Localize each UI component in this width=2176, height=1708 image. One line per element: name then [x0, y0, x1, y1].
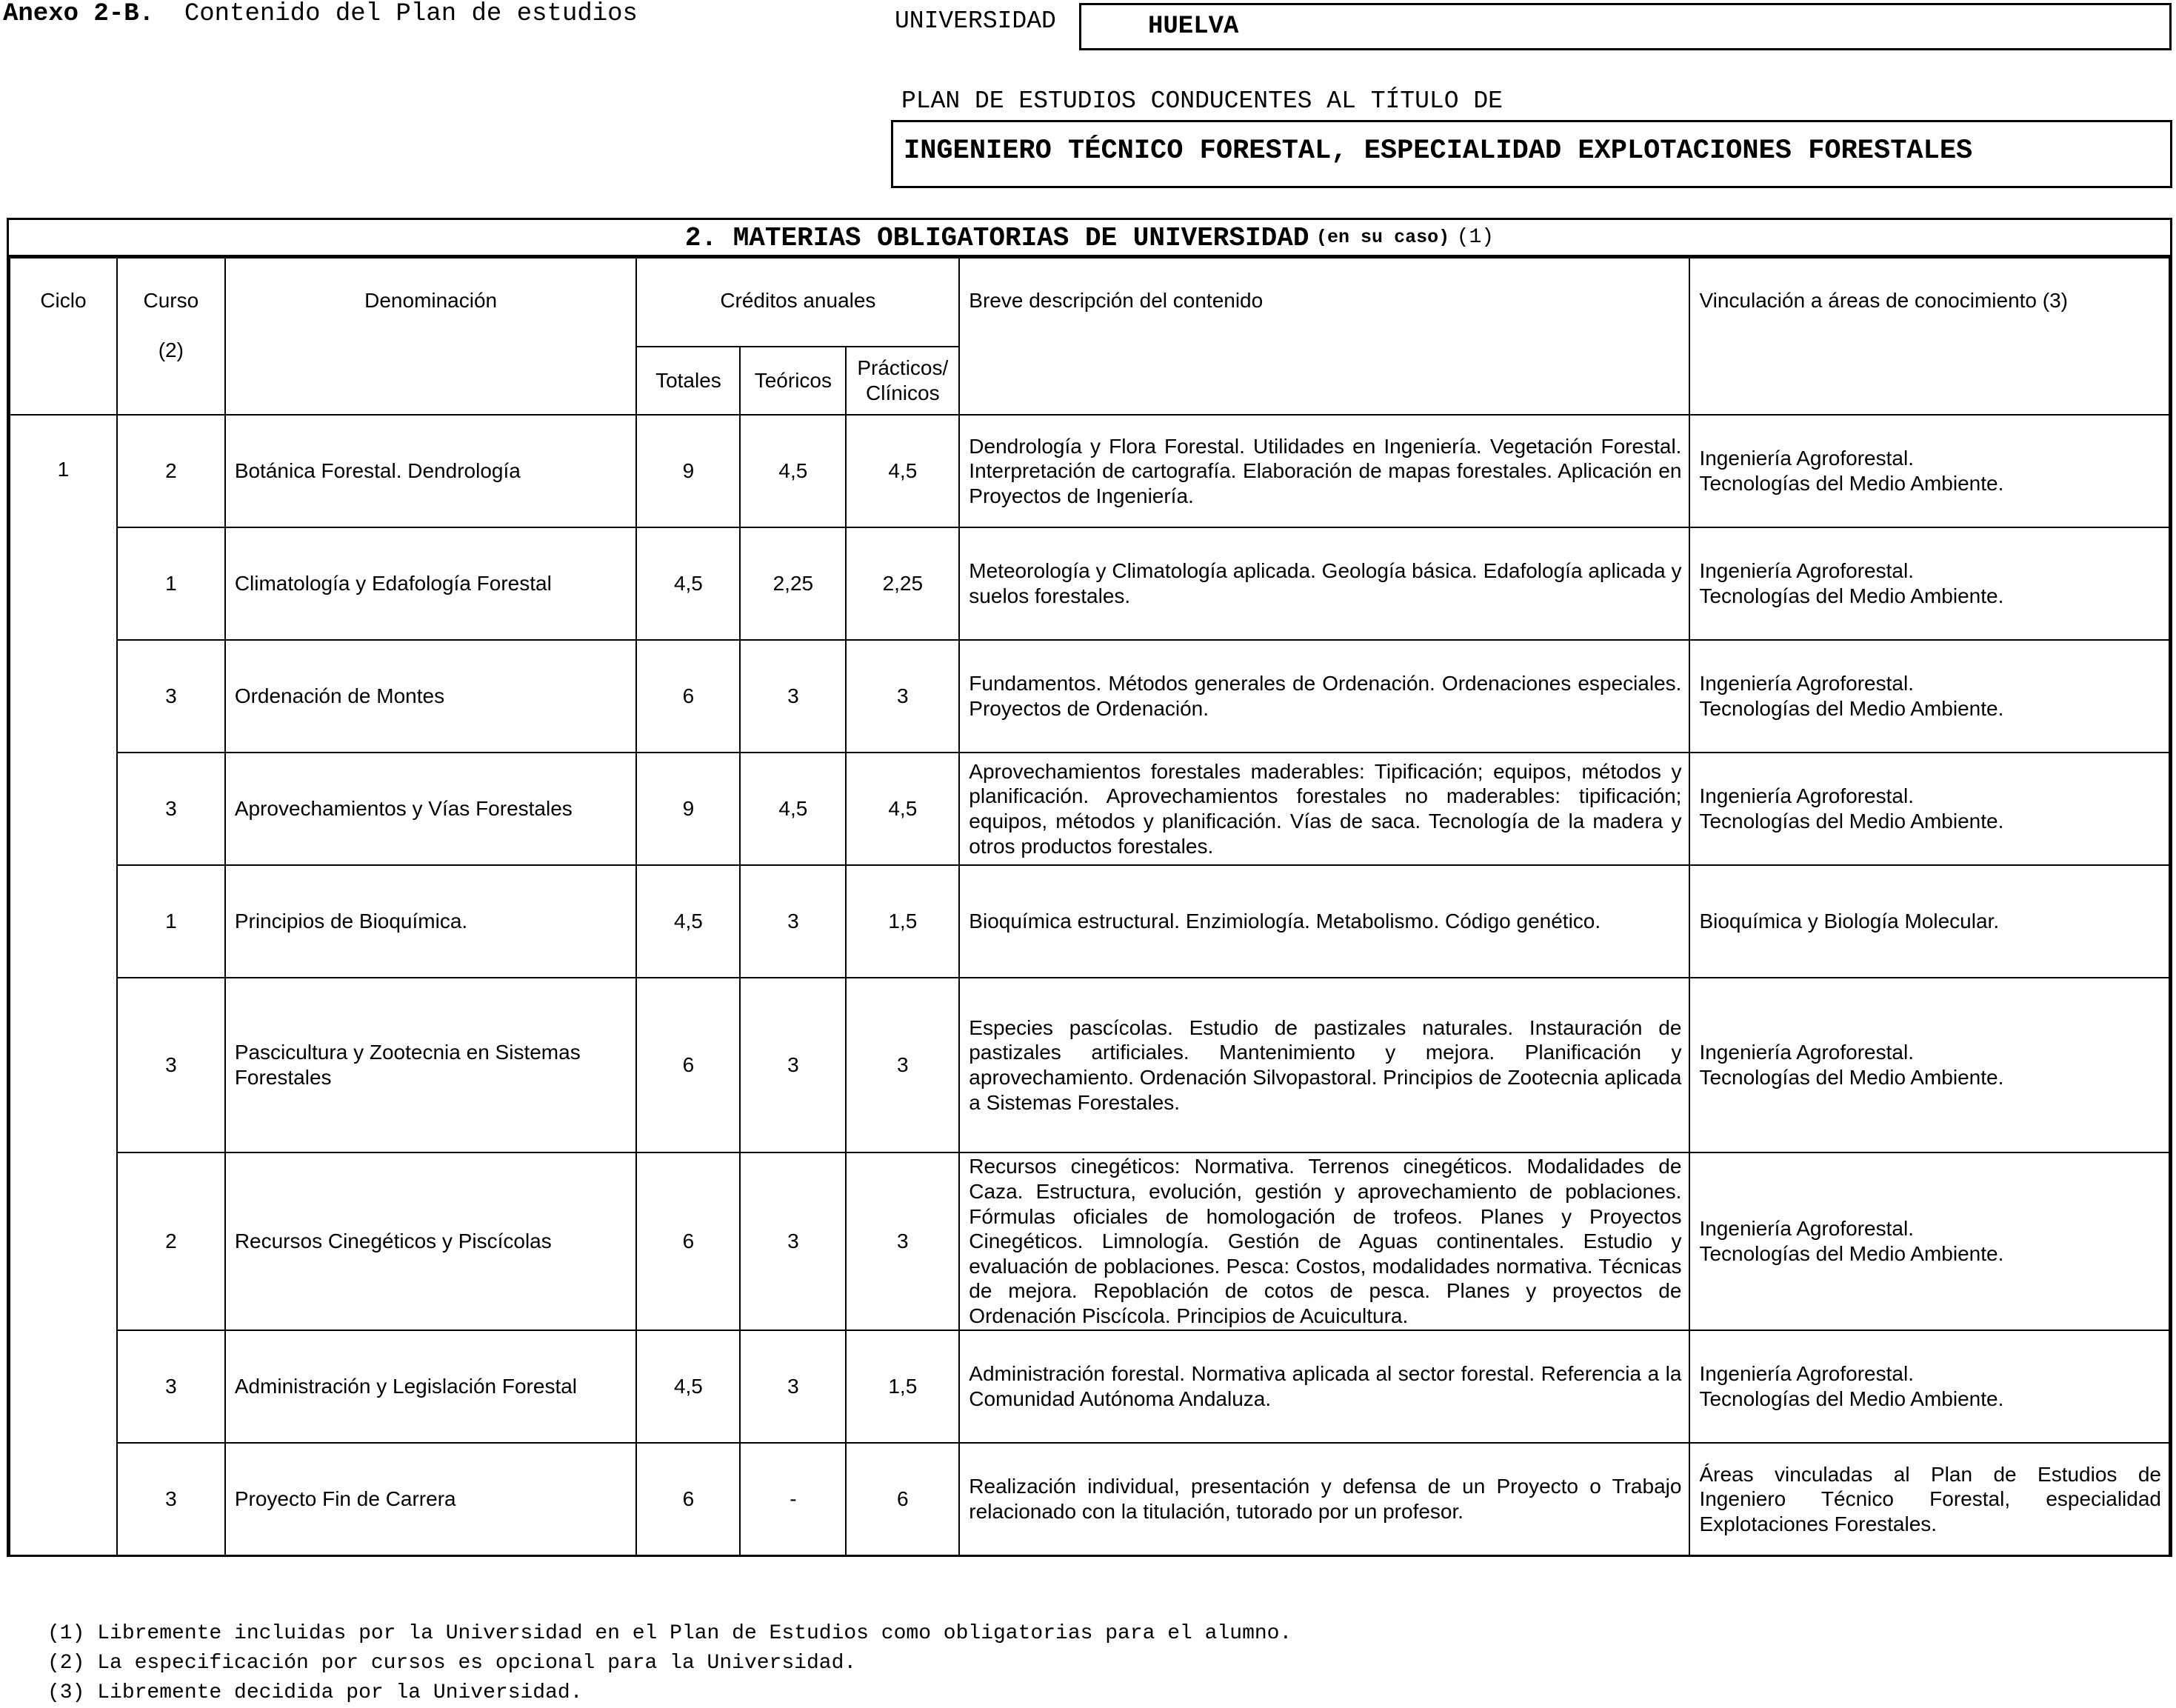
annex-heading [3, 0, 638, 28]
curso-cell: 1 [117, 865, 225, 978]
descripcion-cell: Realización individual, presentación y defensa de un Proyecto o Trabajo relacionado con la titulación, tutorado por un profesor. [959, 1443, 1689, 1555]
teoricos-cell: 3 [740, 865, 846, 978]
teoricos-cell: 3 [740, 1330, 846, 1443]
vinculacion-cell: Áreas vinculadas al Plan de Estudios de Ingeniero Técnico Forestal, especialidad Explotaciones Forestales. [1689, 1443, 2169, 1555]
practicos-cell: 3 [846, 978, 959, 1152]
vinculacion-cell: Ingeniería Agroforestal. Tecnologías del Medio Ambiente. [1689, 527, 2169, 640]
curso-cell: 3 [117, 753, 225, 865]
curso-cell: 3 [117, 1443, 225, 1555]
totales-cell: 4,5 [636, 865, 740, 978]
denominacion-cell: Principios de Bioquímica. [225, 865, 637, 978]
degree-title: INGENIERO TÉCNICO FORESTAL, ESPECIALIDAD EXPLOTACIONES FORESTALES [904, 136, 1973, 167]
col-header-vinculacion: Vinculación a áreas de conocimiento (3) [1689, 258, 2169, 415]
curso-cell: 3 [117, 640, 225, 753]
col-header-creditos: Créditos anuales [636, 258, 959, 347]
footnote-2: (2) La especificación por cursos es opcional para la Universidad. [47, 1652, 857, 1675]
table-row [10, 640, 2169, 753]
curso-cell: 3 [117, 978, 225, 1152]
plan-label: PLAN DE ESTUDIOS CONDUCENTES AL TÍTULO DE [901, 87, 1503, 115]
practicos-cell: 4,5 [846, 415, 959, 527]
totales-cell: 4,5 [636, 527, 740, 640]
section-title-text: 2. MATERIAS OBLIGATORIAS DE UNIVERSIDAD [684, 223, 1309, 253]
descripcion-cell: Recursos cinegéticos: Normativa. Terrenos cinegéticos. Modalidades de Caza. Estructura, evolución, gestión y aprovechamiento de poblaciones. Fórmulas oficiales de homologación de trofeos. Planes y Proyectos Cinegéticos. Limnología. Gestión de Aguas continentales. Estudio y evaluación de poblaciones. Pesca: Costos, modalidades normativa. Técnicas de mejora. Repoblación de cotos de pesca. Planes y proyectos de Ordenación Piscícola. Principios de Acuicultura. [959, 1152, 1689, 1330]
teoricos-cell: 4,5 [740, 415, 846, 527]
col-header-ciclo: Ciclo [10, 258, 117, 415]
practicos-cell: 4,5 [846, 753, 959, 865]
vinculacion-cell: Ingeniería Agroforestal. Tecnologías del Medio Ambiente. [1689, 978, 2169, 1152]
teoricos-cell: 2,25 [740, 527, 846, 640]
curso-cell: 3 [117, 1330, 225, 1443]
university-label: UNIVERSIDAD [895, 7, 1056, 35]
practicos-cell: 1,5 [846, 865, 959, 978]
teoricos-cell: 3 [740, 1152, 846, 1330]
denominacion-cell: Aprovechamientos y Vías Forestales [225, 753, 637, 865]
university-box [1079, 3, 2172, 50]
vinculacion-cell: Ingeniería Agroforestal. Tecnologías del Medio Ambiente. [1689, 1330, 2169, 1443]
table-row [10, 415, 2169, 527]
col-header-practicos: Prácticos/ Clínicos [846, 347, 959, 415]
descripcion-cell: Administración forestal. Normativa aplicada al sector forestal. Referencia a la Comunidad Autónoma Andaluza. [959, 1330, 1689, 1443]
table-row [10, 1443, 2169, 1555]
section-subtitle: (en su caso) [1316, 227, 1450, 248]
teoricos-cell: 3 [740, 640, 846, 753]
denominacion-cell: Ordenación de Montes [225, 640, 637, 753]
practicos-cell: 3 [846, 1152, 959, 1330]
col-header-curso-label: Curso [143, 289, 199, 312]
vinculacion-cell: Ingeniería Agroforestal. Tecnologías del Medio Ambiente. [1689, 1152, 2169, 1330]
subjects-table-frame [7, 218, 2172, 1557]
university-value: HUELVA [1148, 13, 1239, 41]
totales-cell: 4,5 [636, 1330, 740, 1443]
curso-cell: 2 [117, 415, 225, 527]
totales-cell: 9 [636, 415, 740, 527]
table-row [10, 978, 2169, 1152]
denominacion-cell: Climatología y Edafología Forestal [225, 527, 637, 640]
totales-cell: 6 [636, 1443, 740, 1555]
practicos-cell: 3 [846, 640, 959, 753]
table-row [10, 527, 2169, 640]
denominacion-cell: Administración y Legislación Forestal [225, 1330, 637, 1443]
totales-cell: 6 [636, 978, 740, 1152]
col-header-curso-ref: (2) [158, 338, 184, 362]
table-row [10, 1152, 2169, 1330]
vinculacion-cell: Ingeniería Agroforestal. Tecnologías del Medio Ambiente. [1689, 640, 2169, 753]
vinculacion-cell: Ingeniería Agroforestal. Tecnologías del Medio Ambiente. [1689, 415, 2169, 527]
totales-cell: 6 [636, 640, 740, 753]
section-ref: (1) [1456, 226, 1495, 249]
practicos-cell: 6 [846, 1443, 959, 1555]
totales-cell: 6 [636, 1152, 740, 1330]
descripcion-cell: Meteorología y Climatología aplicada. Geología básica. Edafología aplicada y suelos forestales. [959, 527, 1689, 640]
descripcion-cell: Aprovechamientos forestales maderables: Tipificación; equipos, métodos y planificación. Aprovechamientos forestales no maderables: tipificación; equipos, métodos y planificación. Vías de saca. Tecnología de la madera y otros productos forestales. [959, 753, 1689, 865]
vinculacion-cell: Ingeniería Agroforestal. Tecnologías del Medio Ambiente. [1689, 753, 2169, 865]
section-title [9, 220, 2170, 257]
teoricos-cell: 4,5 [740, 753, 846, 865]
denominacion-cell: Pascicultura y Zootecnia en Sistemas Forestales [225, 978, 637, 1152]
descripcion-cell: Especies pascícolas. Estudio de pastizales naturales. Instauración de pastizales artificiales. Mantenimiento y mejora. Planificación y aprovechamiento. Ordenación Silvopastoral. Principios de Zootecnia aplicada a Sistemas Forestales. [959, 978, 1689, 1152]
curso-cell: 1 [117, 527, 225, 640]
denominacion-cell: Botánica Forestal. Dendrología [225, 415, 637, 527]
practicos-cell: 1,5 [846, 1330, 959, 1443]
descripcion-cell: Dendrología y Flora Forestal. Utilidades en Ingeniería. Vegetación Forestal. Interpretación de cartografía. Elaboración de mapas forestales. Aplicación en Proyectos de Ingeniería. [959, 415, 1689, 527]
table-row [10, 1330, 2169, 1443]
subjects-table [9, 257, 2170, 1556]
ciclo-cell: 1 [10, 415, 117, 1555]
teoricos-cell: - [740, 1443, 846, 1555]
teoricos-cell: 3 [740, 978, 846, 1152]
footnotes [47, 1619, 1292, 1708]
col-header-curso [117, 258, 225, 415]
table-row [10, 865, 2169, 978]
vinculacion-cell: Bioquímica y Biología Molecular. [1689, 865, 2169, 978]
denominacion-cell: Proyecto Fin de Carrera [225, 1443, 637, 1555]
footnote-3: (3) Libremente decidida por la Universidad. [47, 1681, 583, 1704]
col-header-totales: Totales [636, 347, 740, 415]
table-row [10, 753, 2169, 865]
subjects-table-body [10, 415, 2169, 1555]
curso-cell: 2 [117, 1152, 225, 1330]
annex-title: Contenido del Plan de estudios [184, 0, 638, 28]
descripcion-cell: Bioquímica estructural. Enzimiología. Metabolismo. Código genético. [959, 865, 1689, 978]
footnote-1: (1) Libremente incluidas por la Universidad en el Plan de Estudios como obligatorias para el alumno. [47, 1622, 1292, 1645]
col-header-denominacion: Denominación [225, 258, 637, 415]
totales-cell: 9 [636, 753, 740, 865]
col-header-descripcion: Breve descripción del contenido [959, 258, 1689, 415]
descripcion-cell: Fundamentos. Métodos generales de Ordenación. Ordenaciones especiales. Proyectos de Ordenación. [959, 640, 1689, 753]
practicos-cell: 2,25 [846, 527, 959, 640]
degree-title-box [891, 120, 2172, 188]
col-header-teoricos: Teóricos [740, 347, 846, 415]
annex-number: Anexo 2-B. [3, 0, 155, 28]
denominacion-cell: Recursos Cinegéticos y Piscícolas [225, 1152, 637, 1330]
